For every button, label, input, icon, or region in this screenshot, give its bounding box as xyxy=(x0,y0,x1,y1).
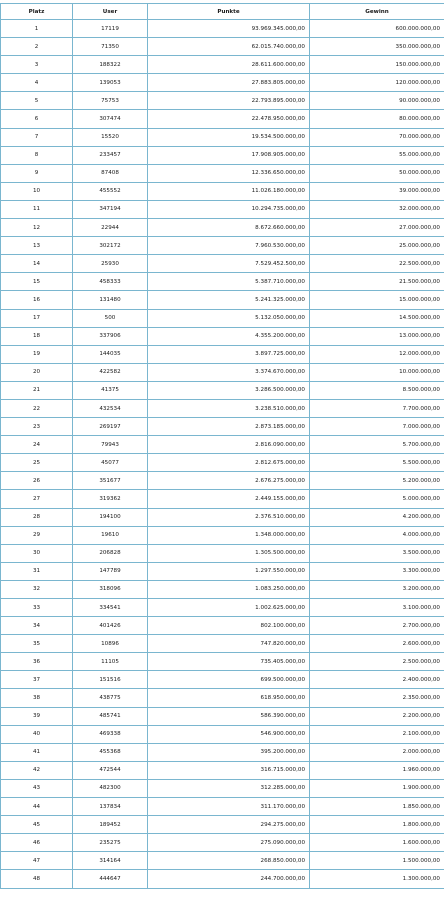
cell-gewinn: 10.000.000,00 xyxy=(310,363,444,381)
column-header-platz: Platz xyxy=(1,4,73,20)
cell-platz: 42 xyxy=(1,761,73,779)
table-row xyxy=(1,146,444,164)
cell-punkte: 93.969.345.000,00 xyxy=(148,20,310,38)
cell-gewinn: 70.000.000,00 xyxy=(310,128,444,146)
cell-user: 458333 xyxy=(73,273,148,291)
cell-user: 137834 xyxy=(73,798,148,816)
cell-punkte: 747.820.000,00 xyxy=(148,635,310,653)
cell-platz: 44 xyxy=(1,798,73,816)
cell-punkte: 3.238.510.000,00 xyxy=(148,399,310,417)
column-header-gewinn: Gewinn xyxy=(310,4,444,20)
cell-platz: 38 xyxy=(1,689,73,707)
cell-gewinn: 5.500.000,00 xyxy=(310,454,444,472)
cell-gewinn: 1.960.000,00 xyxy=(310,761,444,779)
table-row xyxy=(1,508,444,526)
cell-gewinn: 50.000.000,00 xyxy=(310,164,444,182)
table-row xyxy=(1,363,444,381)
cell-gewinn: 1.900.000,00 xyxy=(310,779,444,797)
table-body xyxy=(1,20,444,889)
cell-user: 482300 xyxy=(73,779,148,797)
cell-platz: 25 xyxy=(1,454,73,472)
table-row xyxy=(1,128,444,146)
cell-gewinn: 14.500.000,00 xyxy=(310,309,444,327)
cell-platz: 47 xyxy=(1,852,73,870)
cell-punkte: 1.348.000.000,00 xyxy=(148,526,310,544)
table-row xyxy=(1,580,444,598)
cell-punkte: 395.200.000,00 xyxy=(148,743,310,761)
cell-punkte: 294.275.000,00 xyxy=(148,816,310,834)
table-row xyxy=(1,544,444,562)
cell-punkte: 2.812.675.000,00 xyxy=(148,454,310,472)
table-row xyxy=(1,219,444,237)
table-row xyxy=(1,345,444,363)
cell-gewinn: 2.000.000,00 xyxy=(310,743,444,761)
table-row xyxy=(1,309,444,327)
column-header-punkte: Punkte xyxy=(148,4,310,20)
cell-gewinn: 4.000.000,00 xyxy=(310,526,444,544)
cell-platz: 32 xyxy=(1,580,73,598)
cell-punkte: 546.900.000,00 xyxy=(148,725,310,743)
table-row xyxy=(1,436,444,454)
cell-punkte: 3.286.500.000,00 xyxy=(148,381,310,399)
cell-platz: 48 xyxy=(1,870,73,888)
cell-platz: 6 xyxy=(1,110,73,128)
cell-platz: 22 xyxy=(1,399,73,417)
table-row xyxy=(1,200,444,218)
cell-user: 455552 xyxy=(73,182,148,200)
table-row xyxy=(1,20,444,38)
cell-platz: 17 xyxy=(1,309,73,327)
table-row xyxy=(1,255,444,273)
table-row xyxy=(1,761,444,779)
cell-punkte: 618.950.000,00 xyxy=(148,689,310,707)
cell-platz: 7 xyxy=(1,128,73,146)
table-row xyxy=(1,92,444,110)
table-row xyxy=(1,454,444,472)
cell-user: 87408 xyxy=(73,164,148,182)
cell-punkte: 12.336.650.000,00 xyxy=(148,164,310,182)
cell-punkte: 1.002.625.000,00 xyxy=(148,599,310,617)
table-row xyxy=(1,490,444,508)
cell-user: 131480 xyxy=(73,291,148,309)
cell-user: 71350 xyxy=(73,38,148,56)
cell-platz: 4 xyxy=(1,74,73,92)
table-row xyxy=(1,164,444,182)
table-row xyxy=(1,689,444,707)
cell-punkte: 11.026.180.000,00 xyxy=(148,182,310,200)
cell-user: 444647 xyxy=(73,870,148,888)
cell-punkte: 62.015.740.000,00 xyxy=(148,38,310,56)
cell-punkte: 244.700.000,00 xyxy=(148,870,310,888)
cell-gewinn: 39.000.000,00 xyxy=(310,182,444,200)
cell-gewinn: 13.000.000,00 xyxy=(310,327,444,345)
cell-user: 15520 xyxy=(73,128,148,146)
cell-platz: 13 xyxy=(1,237,73,255)
cell-user: 235275 xyxy=(73,834,148,852)
table-row xyxy=(1,291,444,309)
cell-gewinn: 150.000.000,00 xyxy=(310,56,444,74)
cell-user: 22944 xyxy=(73,219,148,237)
cell-gewinn: 90.000.000,00 xyxy=(310,92,444,110)
cell-gewinn: 2.500.000,00 xyxy=(310,653,444,671)
cell-punkte: 28.611.600.000,00 xyxy=(148,56,310,74)
cell-punkte: 1.297.550.000,00 xyxy=(148,562,310,580)
cell-platz: 30 xyxy=(1,544,73,562)
table-row xyxy=(1,617,444,635)
cell-punkte: 802.100.000,00 xyxy=(148,617,310,635)
cell-user: 438775 xyxy=(73,689,148,707)
table-row xyxy=(1,707,444,725)
cell-punkte: 17.908.905.000,00 xyxy=(148,146,310,164)
table-row xyxy=(1,852,444,870)
cell-gewinn: 21.500.000,00 xyxy=(310,273,444,291)
table-row xyxy=(1,526,444,544)
cell-user: 319362 xyxy=(73,490,148,508)
cell-gewinn: 15.000.000,00 xyxy=(310,291,444,309)
cell-punkte: 7.960.530.000,00 xyxy=(148,237,310,255)
cell-platz: 43 xyxy=(1,779,73,797)
cell-platz: 35 xyxy=(1,635,73,653)
cell-platz: 40 xyxy=(1,725,73,743)
table-row xyxy=(1,779,444,797)
cell-platz: 19 xyxy=(1,345,73,363)
cell-platz: 36 xyxy=(1,653,73,671)
table-row xyxy=(1,327,444,345)
cell-user: 189452 xyxy=(73,816,148,834)
cell-gewinn: 120.000.000,00 xyxy=(310,74,444,92)
cell-user: 151516 xyxy=(73,671,148,689)
cell-gewinn: 600.000.000,00 xyxy=(310,20,444,38)
cell-platz: 45 xyxy=(1,816,73,834)
cell-platz: 10 xyxy=(1,182,73,200)
header-row xyxy=(1,4,444,20)
cell-punkte: 22.793.895.000,00 xyxy=(148,92,310,110)
table-row xyxy=(1,273,444,291)
cell-platz: 8 xyxy=(1,146,73,164)
table-row xyxy=(1,562,444,580)
cell-gewinn: 27.000.000,00 xyxy=(310,219,444,237)
cell-gewinn: 5.700.000,00 xyxy=(310,436,444,454)
table-row xyxy=(1,834,444,852)
cell-gewinn: 1.600.000,00 xyxy=(310,834,444,852)
cell-gewinn: 3.100.000,00 xyxy=(310,599,444,617)
cell-user: 19610 xyxy=(73,526,148,544)
cell-user: 139053 xyxy=(73,74,148,92)
cell-gewinn: 5.000.000,00 xyxy=(310,490,444,508)
cell-user: 269197 xyxy=(73,418,148,436)
cell-user: 233457 xyxy=(73,146,148,164)
cell-user: 347194 xyxy=(73,200,148,218)
cell-platz: 39 xyxy=(1,707,73,725)
table-row xyxy=(1,399,444,417)
cell-punkte: 275.090.000,00 xyxy=(148,834,310,852)
cell-user: 41375 xyxy=(73,381,148,399)
cell-gewinn: 2.350.000,00 xyxy=(310,689,444,707)
cell-gewinn: 2.200.000,00 xyxy=(310,707,444,725)
cell-punkte: 7.529.452.500,00 xyxy=(148,255,310,273)
cell-user: 188322 xyxy=(73,56,148,74)
cell-punkte: 22.478.950.000,00 xyxy=(148,110,310,128)
cell-platz: 9 xyxy=(1,164,73,182)
cell-user: 17119 xyxy=(73,20,148,38)
cell-punkte: 19.534.500.000,00 xyxy=(148,128,310,146)
cell-punkte: 699.500.000,00 xyxy=(148,671,310,689)
table-row xyxy=(1,110,444,128)
table-header xyxy=(1,4,444,20)
table-row xyxy=(1,743,444,761)
cell-gewinn: 25.000.000,00 xyxy=(310,237,444,255)
cell-user: 401426 xyxy=(73,617,148,635)
cell-user: 206828 xyxy=(73,544,148,562)
cell-user: 194100 xyxy=(73,508,148,526)
table-row xyxy=(1,381,444,399)
cell-punkte: 4.355.200.000,00 xyxy=(148,327,310,345)
cell-punkte: 27.883.805.000,00 xyxy=(148,74,310,92)
cell-platz: 14 xyxy=(1,255,73,273)
cell-platz: 34 xyxy=(1,617,73,635)
cell-user: 75753 xyxy=(73,92,148,110)
table-row xyxy=(1,635,444,653)
cell-gewinn: 1.500.000,00 xyxy=(310,852,444,870)
cell-platz: 29 xyxy=(1,526,73,544)
cell-gewinn: 7.000.000,00 xyxy=(310,418,444,436)
cell-gewinn: 12.000.000,00 xyxy=(310,345,444,363)
cell-user: 455368 xyxy=(73,743,148,761)
cell-user: 79943 xyxy=(73,436,148,454)
cell-punkte: 312.285.000,00 xyxy=(148,779,310,797)
cell-punkte: 2.676.275.000,00 xyxy=(148,472,310,490)
cell-platz: 33 xyxy=(1,599,73,617)
cell-platz: 26 xyxy=(1,472,73,490)
cell-gewinn: 3.500.000,00 xyxy=(310,544,444,562)
cell-platz: 41 xyxy=(1,743,73,761)
cell-gewinn: 1.300.000,00 xyxy=(310,870,444,888)
table-row xyxy=(1,599,444,617)
table-row xyxy=(1,816,444,834)
cell-user: 302172 xyxy=(73,237,148,255)
cell-punkte: 5.241.325.000,00 xyxy=(148,291,310,309)
cell-platz: 3 xyxy=(1,56,73,74)
table-row xyxy=(1,56,444,74)
cell-punkte: 2.376.510.000,00 xyxy=(148,508,310,526)
cell-user: 469338 xyxy=(73,725,148,743)
cell-gewinn: 5.200.000,00 xyxy=(310,472,444,490)
cell-user: 307474 xyxy=(73,110,148,128)
cell-gewinn: 32.000.000,00 xyxy=(310,200,444,218)
cell-gewinn: 2.400.000,00 xyxy=(310,671,444,689)
cell-user: 432534 xyxy=(73,399,148,417)
cell-punkte: 5.132.050.000,00 xyxy=(148,309,310,327)
cell-punkte: 2.816.090.000,00 xyxy=(148,436,310,454)
cell-gewinn: 350.000.000,00 xyxy=(310,38,444,56)
cell-gewinn: 7.700.000,00 xyxy=(310,399,444,417)
table-row xyxy=(1,38,444,56)
cell-user: 422582 xyxy=(73,363,148,381)
table-row xyxy=(1,653,444,671)
cell-platz: 31 xyxy=(1,562,73,580)
cell-user: 334541 xyxy=(73,599,148,617)
cell-platz: 46 xyxy=(1,834,73,852)
cell-punkte: 316.715.000,00 xyxy=(148,761,310,779)
table-row xyxy=(1,798,444,816)
ranking-table xyxy=(0,3,444,889)
table-row xyxy=(1,237,444,255)
cell-punkte: 3.897.725.000,00 xyxy=(148,345,310,363)
cell-punkte: 2.449.155.000,00 xyxy=(148,490,310,508)
cell-gewinn: 1.850.000,00 xyxy=(310,798,444,816)
cell-punkte: 8.672.660.000,00 xyxy=(148,219,310,237)
cell-platz: 28 xyxy=(1,508,73,526)
cell-platz: 2 xyxy=(1,38,73,56)
cell-punkte: 5.387.710.000,00 xyxy=(148,273,310,291)
column-header-user: User xyxy=(73,4,148,20)
table-row xyxy=(1,418,444,436)
cell-platz: 16 xyxy=(1,291,73,309)
cell-gewinn: 2.700.000,00 xyxy=(310,617,444,635)
cell-punkte: 735.405.000,00 xyxy=(148,653,310,671)
cell-user: 10896 xyxy=(73,635,148,653)
cell-punkte: 1.083.250.000,00 xyxy=(148,580,310,598)
cell-gewinn: 4.200.000,00 xyxy=(310,508,444,526)
cell-platz: 12 xyxy=(1,219,73,237)
cell-punkte: 586.390.000,00 xyxy=(148,707,310,725)
cell-punkte: 10.294.735.000,00 xyxy=(148,200,310,218)
table-row xyxy=(1,182,444,200)
cell-gewinn: 3.300.000,00 xyxy=(310,562,444,580)
cell-user: 25930 xyxy=(73,255,148,273)
cell-gewinn: 22.500.000,00 xyxy=(310,255,444,273)
cell-gewinn: 1.800.000,00 xyxy=(310,816,444,834)
cell-user: 337906 xyxy=(73,327,148,345)
cell-platz: 5 xyxy=(1,92,73,110)
cell-user: 472544 xyxy=(73,761,148,779)
cell-platz: 37 xyxy=(1,671,73,689)
cell-platz: 18 xyxy=(1,327,73,345)
table-row xyxy=(1,725,444,743)
cell-platz: 24 xyxy=(1,436,73,454)
cell-punkte: 3.374.670.000,00 xyxy=(148,363,310,381)
cell-gewinn: 80.000.000,00 xyxy=(310,110,444,128)
cell-user: 147789 xyxy=(73,562,148,580)
cell-punkte: 311.170.000,00 xyxy=(148,798,310,816)
cell-user: 485741 xyxy=(73,707,148,725)
cell-user: 11105 xyxy=(73,653,148,671)
cell-gewinn: 2.100.000,00 xyxy=(310,725,444,743)
table-row xyxy=(1,870,444,888)
cell-user: 45077 xyxy=(73,454,148,472)
cell-gewinn: 55.000.000,00 xyxy=(310,146,444,164)
cell-user: 318096 xyxy=(73,580,148,598)
cell-platz: 11 xyxy=(1,200,73,218)
cell-punkte: 2.873.185.000,00 xyxy=(148,418,310,436)
cell-gewinn: 2.600.000,00 xyxy=(310,635,444,653)
cell-punkte: 268.850.000,00 xyxy=(148,852,310,870)
cell-user: 144035 xyxy=(73,345,148,363)
cell-platz: 20 xyxy=(1,363,73,381)
table-row xyxy=(1,74,444,92)
cell-platz: 15 xyxy=(1,273,73,291)
cell-user: 351677 xyxy=(73,472,148,490)
cell-user: 314164 xyxy=(73,852,148,870)
cell-user: 500 xyxy=(73,309,148,327)
cell-punkte: 1.305.500.000,00 xyxy=(148,544,310,562)
cell-gewinn: 8.500.000,00 xyxy=(310,381,444,399)
table-row xyxy=(1,472,444,490)
cell-platz: 27 xyxy=(1,490,73,508)
cell-platz: 23 xyxy=(1,418,73,436)
cell-gewinn: 3.200.000,00 xyxy=(310,580,444,598)
cell-platz: 21 xyxy=(1,381,73,399)
cell-platz: 1 xyxy=(1,20,73,38)
table-row xyxy=(1,671,444,689)
